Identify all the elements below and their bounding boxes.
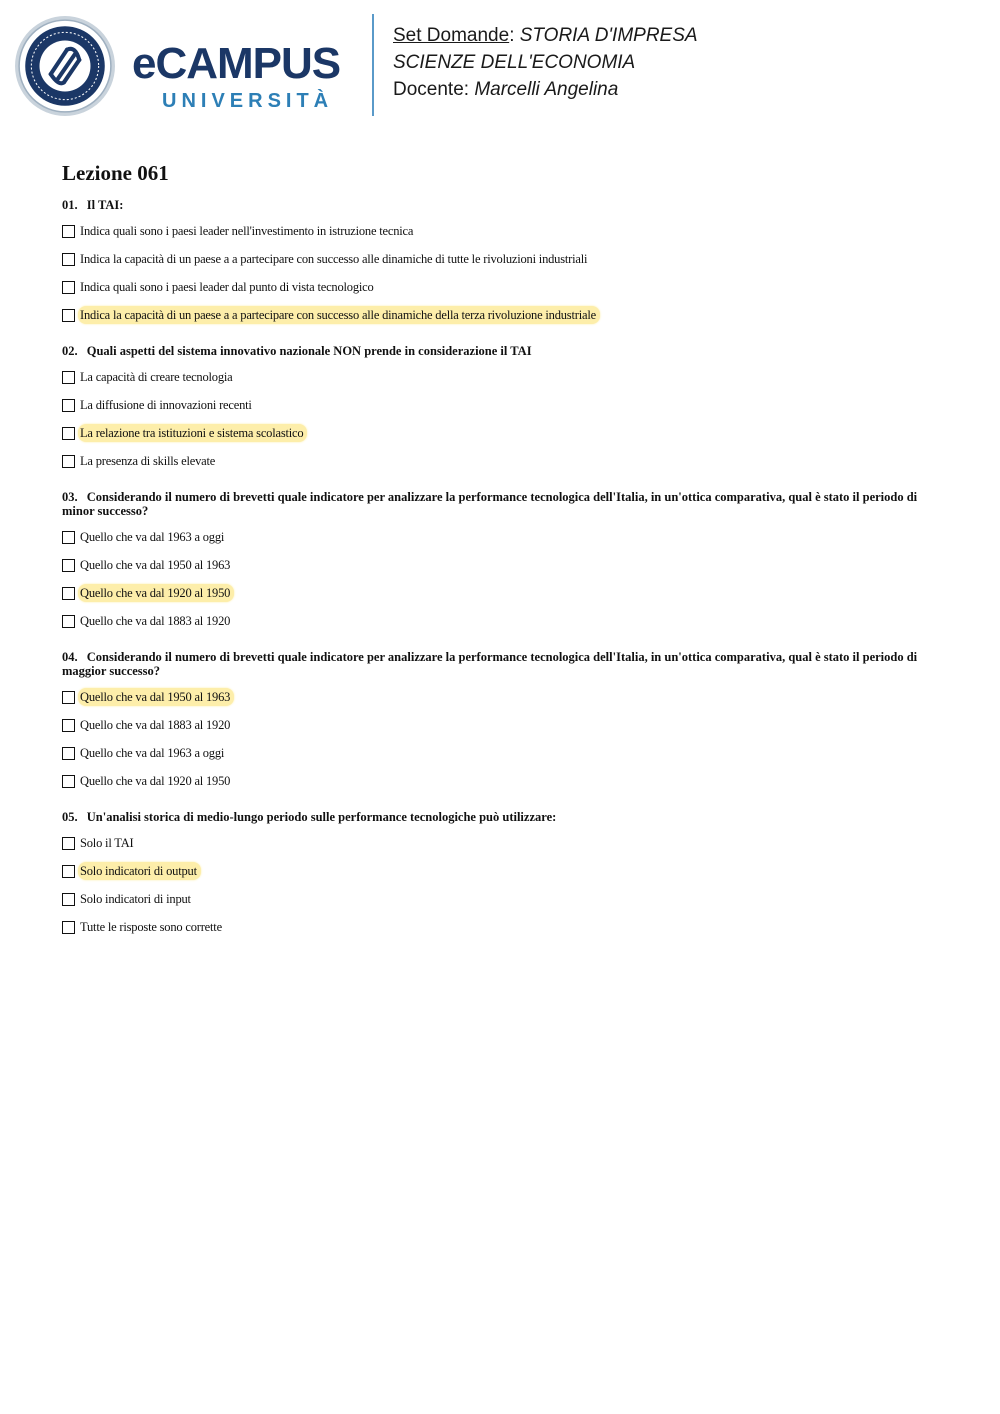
answer-option[interactable] [62,557,932,573]
answer-checkbox[interactable] [62,427,75,440]
question-number: 05. [62,810,78,824]
answer-label: Quello che va dal 1963 a oggi [80,530,225,544]
question-prompt: Considerando il numero di brevetti quale indicatore per analizzare la performance tecnologica dell'Italia, in un'ottica comparativa, qual è stato il periodo di minor successo? [62,490,918,518]
question-02 [62,344,932,469]
course-name: SCIENZE DELL'ECONOMIA [393,52,636,73]
answer-checkbox[interactable] [62,253,75,266]
answer-checkbox[interactable] [62,719,75,732]
answer-option[interactable] [62,529,932,545]
question-text [62,344,932,358]
answer-label: Quello che va dal 1883 al 1920 [80,614,231,628]
set-label: Set Domande [393,25,510,46]
lesson-title: Lezione 061 [62,161,169,185]
answer-option[interactable] [62,717,932,733]
teacher-label: Docente: [393,79,470,100]
answer-option[interactable] [62,613,932,629]
question-prompt: Un'analisi storica di medio-lungo periodo sulle performance tecnologiche può utilizzare: [86,810,557,824]
answer-checkbox[interactable] [62,371,75,384]
answer-checkbox[interactable] [62,775,75,788]
answer-label-highlighted: Solo indicatori di output [78,862,201,880]
answer-label: Solo il TAI [80,836,134,850]
question-text [62,198,932,212]
set-colon: : [509,25,520,46]
answer-checkbox[interactable] [62,455,75,468]
set-value: STORIA D'IMPRESA [519,25,698,46]
answer-label: Quello che va dal 1883 al 1920 [80,718,231,732]
answer-label: Quello che va dal 1963 a oggi [80,746,225,760]
answer-label: Indica quali sono i paesi leader nell'investimento in istruzione tecnica [80,224,414,238]
question-05 [62,810,932,935]
question-number: 03. [62,490,78,504]
answer-option[interactable] [62,425,932,441]
university-seal-icon [14,15,116,117]
course-line [393,49,973,76]
answer-checkbox[interactable] [62,893,75,906]
answer-checkbox[interactable] [62,225,75,238]
page-header [0,0,1000,130]
answer-option[interactable] [62,307,932,323]
document-meta [393,22,973,103]
question-number: 02. [62,344,78,358]
answer-checkbox[interactable] [62,615,75,628]
answer-label: La capacità di creare tecnologia [80,370,233,384]
answer-option[interactable] [62,745,932,761]
answer-checkbox[interactable] [62,281,75,294]
answer-label: La presenza di skills elevate [80,454,216,468]
question-text [62,490,932,518]
answer-checkbox[interactable] [62,865,75,878]
answer-label-highlighted: Quello che va dal 1950 al 1963 [78,688,234,706]
question-01 [62,198,932,323]
set-line [393,22,973,49]
answer-option[interactable] [62,835,932,851]
answer-option[interactable] [62,279,932,295]
question-prompt: Considerando il numero di brevetti quale indicatore per analizzare la performance tecnologica dell'Italia, in un'ottica comparativa, qual è stato il periodo di maggior successo? [62,650,918,678]
answer-label: Solo indicatori di input [80,892,191,906]
question-04 [62,650,932,789]
header-divider [372,14,374,116]
answer-label: Indica la capacità di un paese a a partecipare con successo alle dinamiche di tutte le rivoluzioni industriali [80,252,588,266]
answer-option[interactable] [62,223,932,239]
answer-label: Tutte le risposte sono corrette [80,920,222,934]
answer-label-highlighted: Quello che va dal 1920 al 1950 [78,584,234,602]
answer-option[interactable] [62,863,932,879]
teacher-name: Marcelli Angelina [474,79,619,100]
answer-checkbox[interactable] [62,559,75,572]
answer-checkbox[interactable] [62,921,75,934]
answer-option[interactable] [62,891,932,907]
answer-option[interactable] [62,251,932,267]
brand-subtitle: UNIVERSITÀ [162,90,334,112]
answer-label: Quello che va dal 1950 al 1963 [80,558,231,572]
answer-checkbox[interactable] [62,531,75,544]
question-prompt: Quali aspetti del sistema innovativo nazionale NON prende in considerazione il TAI [86,344,532,358]
brand-name: eCAMPUS [132,39,341,88]
teacher-line [393,76,973,103]
answer-checkbox[interactable] [62,587,75,600]
answer-label: Indica quali sono i paesi leader dal punto di vista tecnologico [80,280,374,294]
answer-option[interactable] [62,397,932,413]
answer-checkbox[interactable] [62,691,75,704]
answer-label-highlighted: La relazione tra istituzioni e sistema scolastico [78,424,307,442]
question-number: 01. [62,198,78,212]
answer-option[interactable] [62,773,932,789]
answer-option[interactable] [62,369,932,385]
answer-option[interactable] [62,689,932,705]
question-03 [62,490,932,629]
brand-wordmark [132,39,357,112]
answer-label: Quello che va dal 1920 al 1950 [80,774,231,788]
answer-option[interactable] [62,919,932,935]
answer-checkbox[interactable] [62,837,75,850]
answer-option[interactable] [62,585,932,601]
answer-checkbox[interactable] [62,309,75,322]
answer-label: La diffusione di innovazioni recenti [80,398,252,412]
question-prompt: Il TAI: [86,198,124,212]
question-number: 04. [62,650,78,664]
question-text [62,810,932,824]
answer-checkbox[interactable] [62,747,75,760]
question-text [62,650,932,678]
quiz-content [62,160,932,956]
answer-label-highlighted: Indica la capacità di un paese a a partecipare con successo alle dinamiche della terza rivoluzione industriale [78,306,600,324]
answer-checkbox[interactable] [62,399,75,412]
answer-option[interactable] [62,453,932,469]
